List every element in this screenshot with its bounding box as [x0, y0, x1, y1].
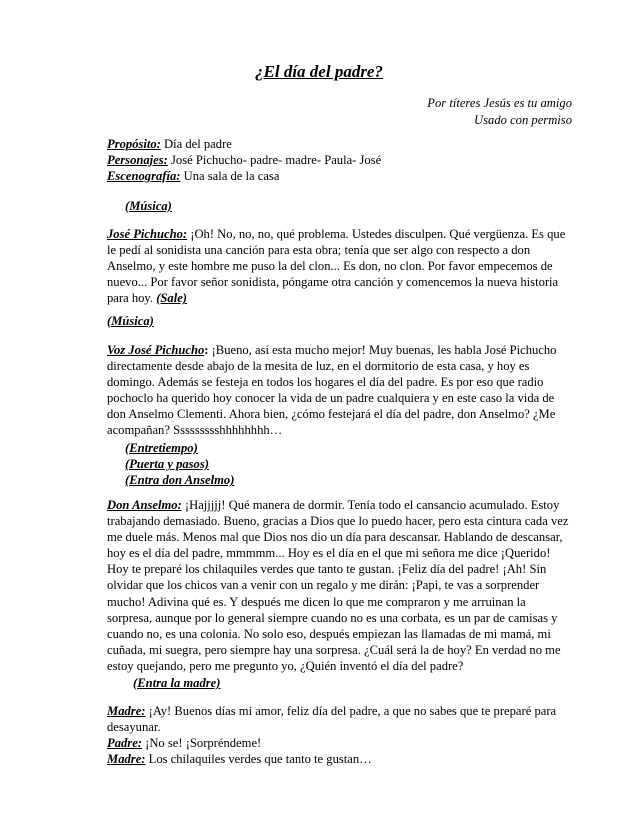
speech-line: olvidar que los chicos van a venir con un regalo y me dirán: ¡Papi, te vas a sorprender	[107, 578, 540, 593]
meta-label: Propósito:	[107, 137, 161, 151]
attribution	[427, 95, 572, 129]
speech-line: domingo. Además se festeja en todos los hogares el día del padre. Es por eso que radio	[107, 375, 544, 390]
speech-jose-pichucho	[107, 226, 575, 306]
meta-value: Día del padre	[160, 137, 232, 151]
stage-direction-group	[107, 440, 575, 488]
stage-direction-enter-mother	[107, 675, 575, 691]
dialogue-final	[107, 703, 575, 767]
speech-line: para hoy.	[107, 291, 157, 306]
speaker-label: Madre:	[107, 704, 146, 718]
stage-direction: (Entra la madre)	[133, 676, 221, 690]
speech-line: ¡Oh! No, no, no, qué problema. Ustedes disculpen. Qué vergüenza. Es que	[187, 227, 566, 241]
attribution-line: Usado con permiso	[474, 113, 572, 127]
speech-don-anselmo	[107, 497, 575, 674]
speaker-label: Don Anselmo:	[107, 498, 182, 512]
speech-line: ¡Hajjjjj! Qué manera de dormir. Tenía todo el cansancio acumulado. Estoy	[181, 498, 560, 512]
speaker-label: Madre:	[107, 752, 146, 767]
stage-direction: (Música)	[107, 314, 154, 328]
stage-direction: (Entra don Anselmo)	[125, 473, 235, 488]
speaker-label: José Pichucho:	[107, 227, 188, 241]
stage-direction-music	[107, 198, 575, 214]
speech-line: me duele más. Menos mal que Dios nos dio un día para descansar. Hablando de descansar,	[107, 530, 563, 545]
speaker-label: Padre:	[107, 736, 142, 751]
speaker-colon: :	[204, 343, 209, 357]
speech-line: don Anselmo Clementi. Ahora bien, ¿cómo festejará el día del padre, don Anselmo? ¿Me	[107, 407, 556, 422]
meta-characters	[107, 152, 575, 168]
speech-line: pochoclo ha querido hoy conocer la vida de un padre cualquiera y en este caso la vida de	[107, 391, 555, 406]
speech-line: desayunar.	[107, 720, 161, 735]
speech-line: cuñada, mi suegra, pero siempre hay una sorpresa. ¿Cuál será la de hoy? En verdad no me	[107, 642, 561, 657]
speech-line: nuevo... Por favor señor sonidista, póngame otra canción y comencemos la nueva historia	[107, 275, 559, 290]
meta-block	[107, 136, 575, 184]
speech-line: ¡Bueno, así esta mucho mejor! Muy buenas, les habla José Pichucho	[208, 343, 557, 357]
speech-line: mucho! Adivina qué es. Y después me dicen lo que me compraron y me arruinan la	[107, 594, 526, 609]
speech-line: ¡No se! ¡Sorpréndeme!	[141, 736, 262, 751]
meta-label: Escenografía:	[107, 169, 181, 184]
stage-direction: (Música)	[125, 199, 172, 213]
meta-value: José Pichucho- padre- madre- Paula- José	[167, 153, 382, 168]
stage-direction: (Puerta y pasos)	[125, 457, 209, 472]
meta-value: Una sala de la casa	[180, 169, 280, 184]
document-title: ¿El día del padre?	[255, 62, 383, 81]
speech-line: cuando no, es una colonia. No solo eso, después empiezan las llamadas de mi mamá, mi	[107, 626, 551, 641]
meta-label: Personajes:	[107, 153, 168, 168]
speech-voz-jose-pichucho	[107, 342, 575, 439]
speech-line: le pedí al sonidista una canción para esta obra; tenía que ser algo con respecto a don	[107, 243, 531, 258]
meta-purpose	[107, 136, 575, 152]
speaker-label: Voz José Pichucho	[107, 343, 205, 357]
attribution-line: Por títeres Jesús es tu amigo	[427, 96, 572, 110]
meta-scenery	[107, 168, 575, 184]
speech-line: sorpresa, aunque por lo general siempre cuando no es una corbata, es un par de camisas y	[107, 610, 558, 625]
speech-line: Anselmo, y este hombre me puso la del clon... Es don, no clon. Por favor empecemos de	[107, 259, 553, 274]
speech-line: hoy es el día del padre, mmmmm... Hoy es el día en el que mi señora me dice ¡Querido!	[107, 546, 551, 561]
speech-line: trabajando demasiado. Bueno, gracias a Dios que lo puedo hacer, pero esta cintura cada vez	[107, 514, 569, 529]
speech-line: Hoy te preparé los chilaquiles verdes que tanto te gustan. ¡Feliz día del padre! ¡Ah! Sin	[107, 562, 547, 577]
speech-line: Los chilaquiles verdes que tanto te gustan…	[145, 752, 372, 767]
stage-direction: (Sale)	[156, 291, 187, 306]
stage-direction-music-2	[107, 313, 575, 329]
speech-line: estoy quejando, pero me pregunto yo, ¿Quién inventó el día del padre?	[107, 658, 464, 673]
speech-line: directamente desde abajo de la mesita de luz, en el dormitorio de esta casa, y hoy es	[107, 359, 530, 374]
stage-direction: (Entretiempo)	[125, 441, 198, 455]
speech-line: ¡Ay! Buenos días mi amor, feliz día del padre, a que no sabes que te preparé para	[145, 704, 557, 718]
speech-line: acompañan? Ssssssssshhhhhhhh…	[107, 423, 283, 438]
